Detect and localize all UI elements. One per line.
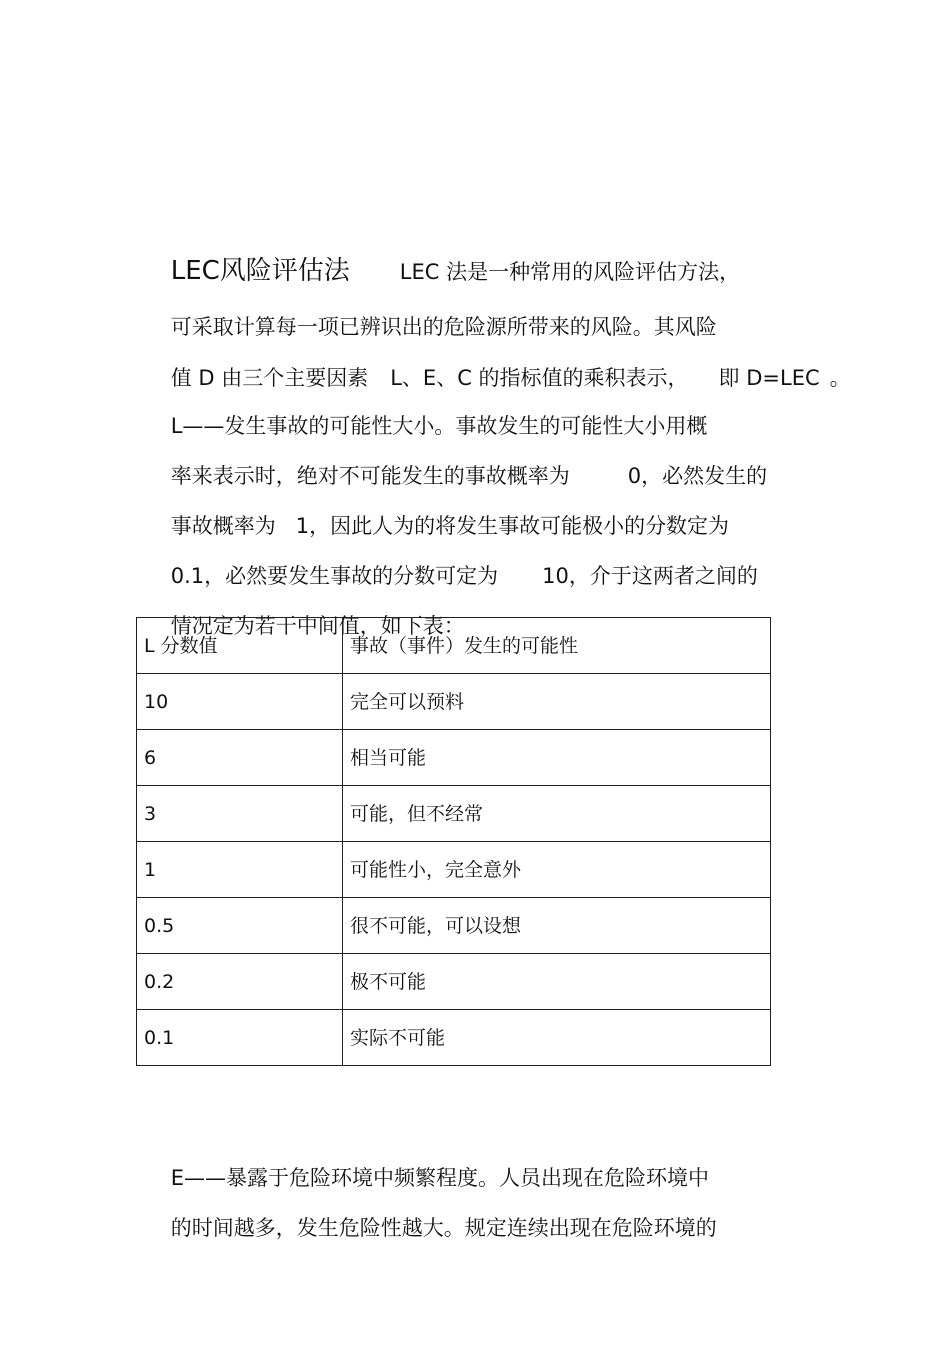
title-line: [144, 226, 741, 286]
paragraph-text: L、E、C 的指标值的乘积表示，: [390, 366, 689, 390]
paragraph-text: 10，介于这两者之间的: [542, 564, 758, 588]
intro-text: LEC 法是一种常用的风险评估方法，: [399, 260, 741, 284]
paragraph-line: [144, 333, 851, 390]
paragraph-text: 0.1，必然要发生事故的分数可定为: [170, 564, 499, 588]
table-cell-description: 相当可能: [343, 730, 771, 786]
paragraph-text: 的时间越多，发生危险性越大。规定连续出现在危险环境的: [170, 1216, 717, 1240]
table-header-cell: 事故（事件）发生的可能性: [343, 618, 771, 674]
table-cell-score: 3: [137, 786, 343, 842]
table-cell-score: 0.2: [137, 954, 343, 1010]
table-header-row: [137, 618, 771, 674]
paragraph-text: 率来表示时，绝对不可能发生的事故概率为: [170, 464, 570, 488]
paragraph-text: 值 D 由三个主要因素: [170, 366, 369, 390]
paragraph-text: 0，必然发生的: [627, 464, 768, 488]
table-cell-score: 10: [137, 674, 343, 730]
table-cell-score: 0.5: [137, 898, 343, 954]
paragraph-text: 1，因此人为的将发生事故可能极小的分数定为: [295, 514, 730, 538]
paragraph-text: 可采取计算每一项已辨识出的危险源所带来的风险。其风险: [170, 315, 717, 339]
table-row: [137, 954, 771, 1010]
table-row: [137, 730, 771, 786]
paragraph-text: 。: [829, 366, 851, 390]
table-cell-description: 完全可以预料: [343, 674, 771, 730]
table-row: [137, 1010, 771, 1066]
paragraph-line: [144, 481, 730, 538]
table-row: [137, 674, 771, 730]
paragraph-text: 事故概率为: [170, 514, 276, 538]
table-cell-description: 实际不可能: [343, 1010, 771, 1066]
table-cell-description: 可能性小，完全意外: [343, 842, 771, 898]
table-row: [137, 898, 771, 954]
paragraph-line: [144, 1183, 717, 1240]
paragraph-line: [144, 531, 758, 588]
paragraph-line: [144, 1133, 709, 1190]
paragraph-line: [144, 431, 768, 488]
paragraph-line: [144, 282, 717, 339]
paragraph-text: L——发生事故的可能性大小。事故发生的可能性大小用概: [170, 414, 708, 438]
paragraph-text: 情况定为若干中间值，如下表：: [170, 614, 465, 638]
table-cell-description: 极不可能: [343, 954, 771, 1010]
document-title: LEC风险评估法: [170, 256, 350, 286]
table-cell-score: 1: [137, 842, 343, 898]
table-cell-description: 很不可能，可以设想: [343, 898, 771, 954]
table-row: [137, 842, 771, 898]
table-header-cell: L 分数值: [137, 618, 343, 674]
paragraph-line: [144, 381, 708, 438]
paragraph-text: E——暴露于危险环境中频繁程度。人员出现在危险环境中: [170, 1166, 709, 1190]
table-cell-score: 6: [137, 730, 343, 786]
table-cell-description: 可能，但不经常: [343, 786, 771, 842]
table-cell-score: 0.1: [137, 1010, 343, 1066]
paragraph-line: [144, 581, 465, 638]
l-score-table: [136, 617, 771, 1066]
table-row: [137, 786, 771, 842]
formula-text: 即 D=LEC: [718, 366, 820, 390]
